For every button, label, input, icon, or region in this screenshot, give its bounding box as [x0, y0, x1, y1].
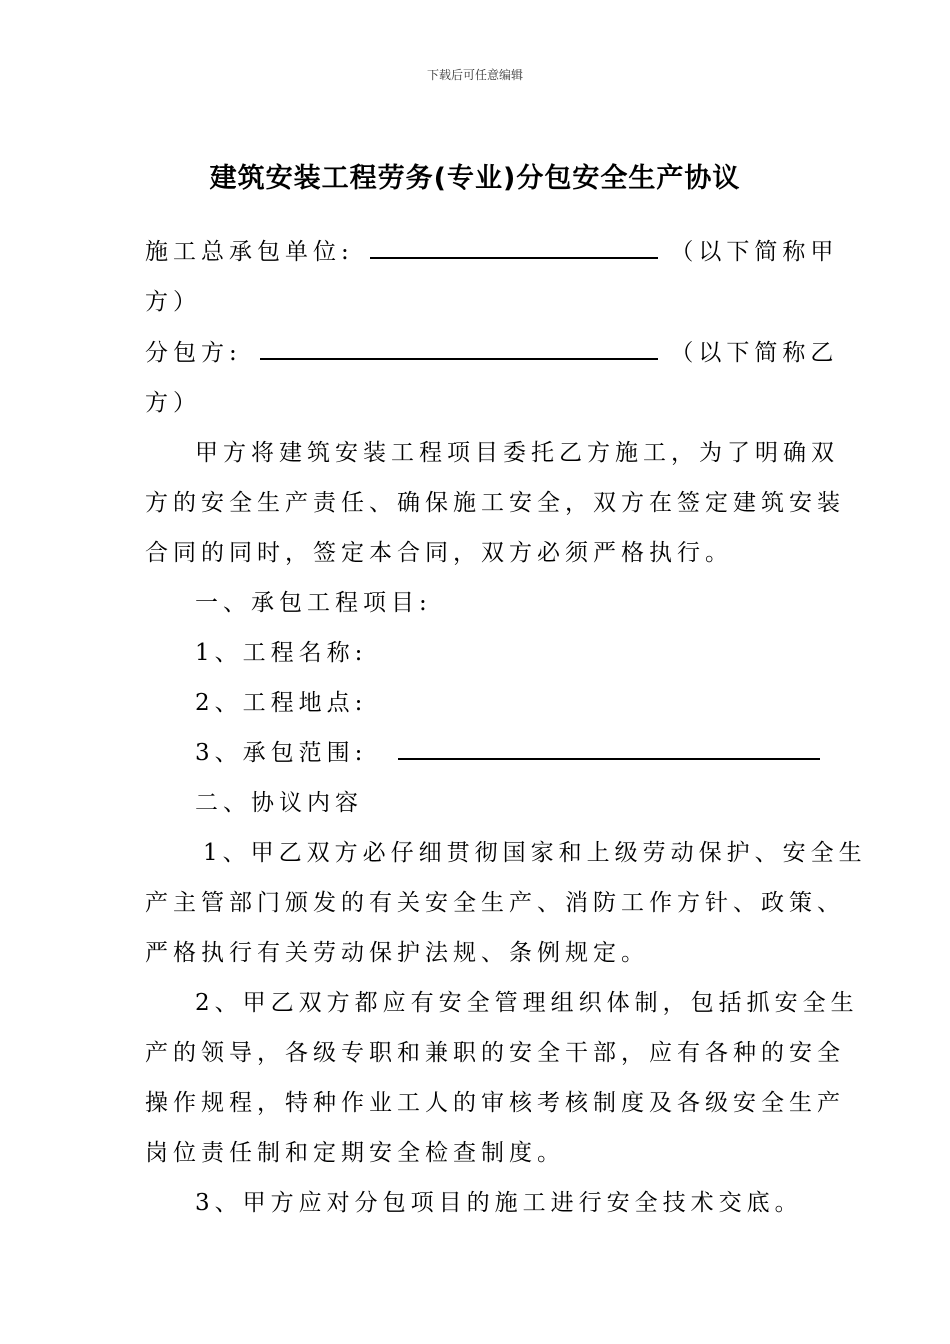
party-b-label: 分包方:	[145, 340, 242, 366]
scope-blank	[398, 740, 820, 760]
clause1-line-1: 1、甲乙双方必仔细贯彻国家和上级劳动保护、安全生	[203, 840, 867, 866]
party-b-blank	[260, 340, 658, 360]
clause1-line-2: 产主管部门颁发的有关安全生产、消防工作方针、政策、	[145, 890, 845, 916]
intro-line-3: 合同的同时，签定本合同，双方必须严格执行。	[145, 540, 733, 566]
clause2-line-1: 2、甲乙双方都应有安全管理组织体制，包括抓安全生	[195, 990, 859, 1016]
intro-line-1: 甲方将建筑安装工程项目委托乙方施工，为了明确双	[195, 440, 839, 466]
intro-line-2: 方的安全生产责任、确保施工安全，双方在签定建筑安装	[145, 490, 845, 516]
party-a-cont: 方）	[145, 289, 201, 315]
party-b-cont: 方）	[145, 390, 201, 416]
section1-item-3-line	[195, 734, 820, 767]
clause1-line-3: 严格执行有关劳动保护法规、条例规定。	[145, 940, 649, 966]
document-title: 建筑安装工程劳务(专业)分包安全生产协议	[209, 163, 741, 194]
party-a-blank	[370, 239, 658, 259]
header-note: 下载后可任意编辑	[426, 68, 523, 82]
clause2-line-2: 产的领导，各级专职和兼职的安全干部，应有各种的安全	[145, 1040, 845, 1066]
party-a-line	[145, 233, 838, 266]
clause2-line-4: 岗位责任制和定期安全检查制度。	[145, 1140, 565, 1166]
party-b-line	[145, 334, 838, 367]
section2-heading: 二、协议内容	[195, 790, 363, 816]
section1-item-3: 3、承包范围:	[195, 740, 368, 766]
section1-item-1: 1、工程名称:	[195, 640, 368, 666]
section1-heading: 一、承包工程项目:	[195, 590, 432, 616]
party-a-label: 施工总承包单位:	[145, 239, 354, 265]
clause3-line-1: 3、甲方应对分包项目的施工进行安全技术交底。	[195, 1190, 803, 1216]
clause2-line-3: 操作规程，特种作业工人的审核考核制度及各级安全生产	[145, 1090, 845, 1116]
party-a-suffix: （以下简称甲	[670, 239, 839, 265]
section1-item-2: 2、工程地点:	[195, 690, 368, 716]
party-b-suffix: （以下简称乙	[670, 340, 839, 366]
